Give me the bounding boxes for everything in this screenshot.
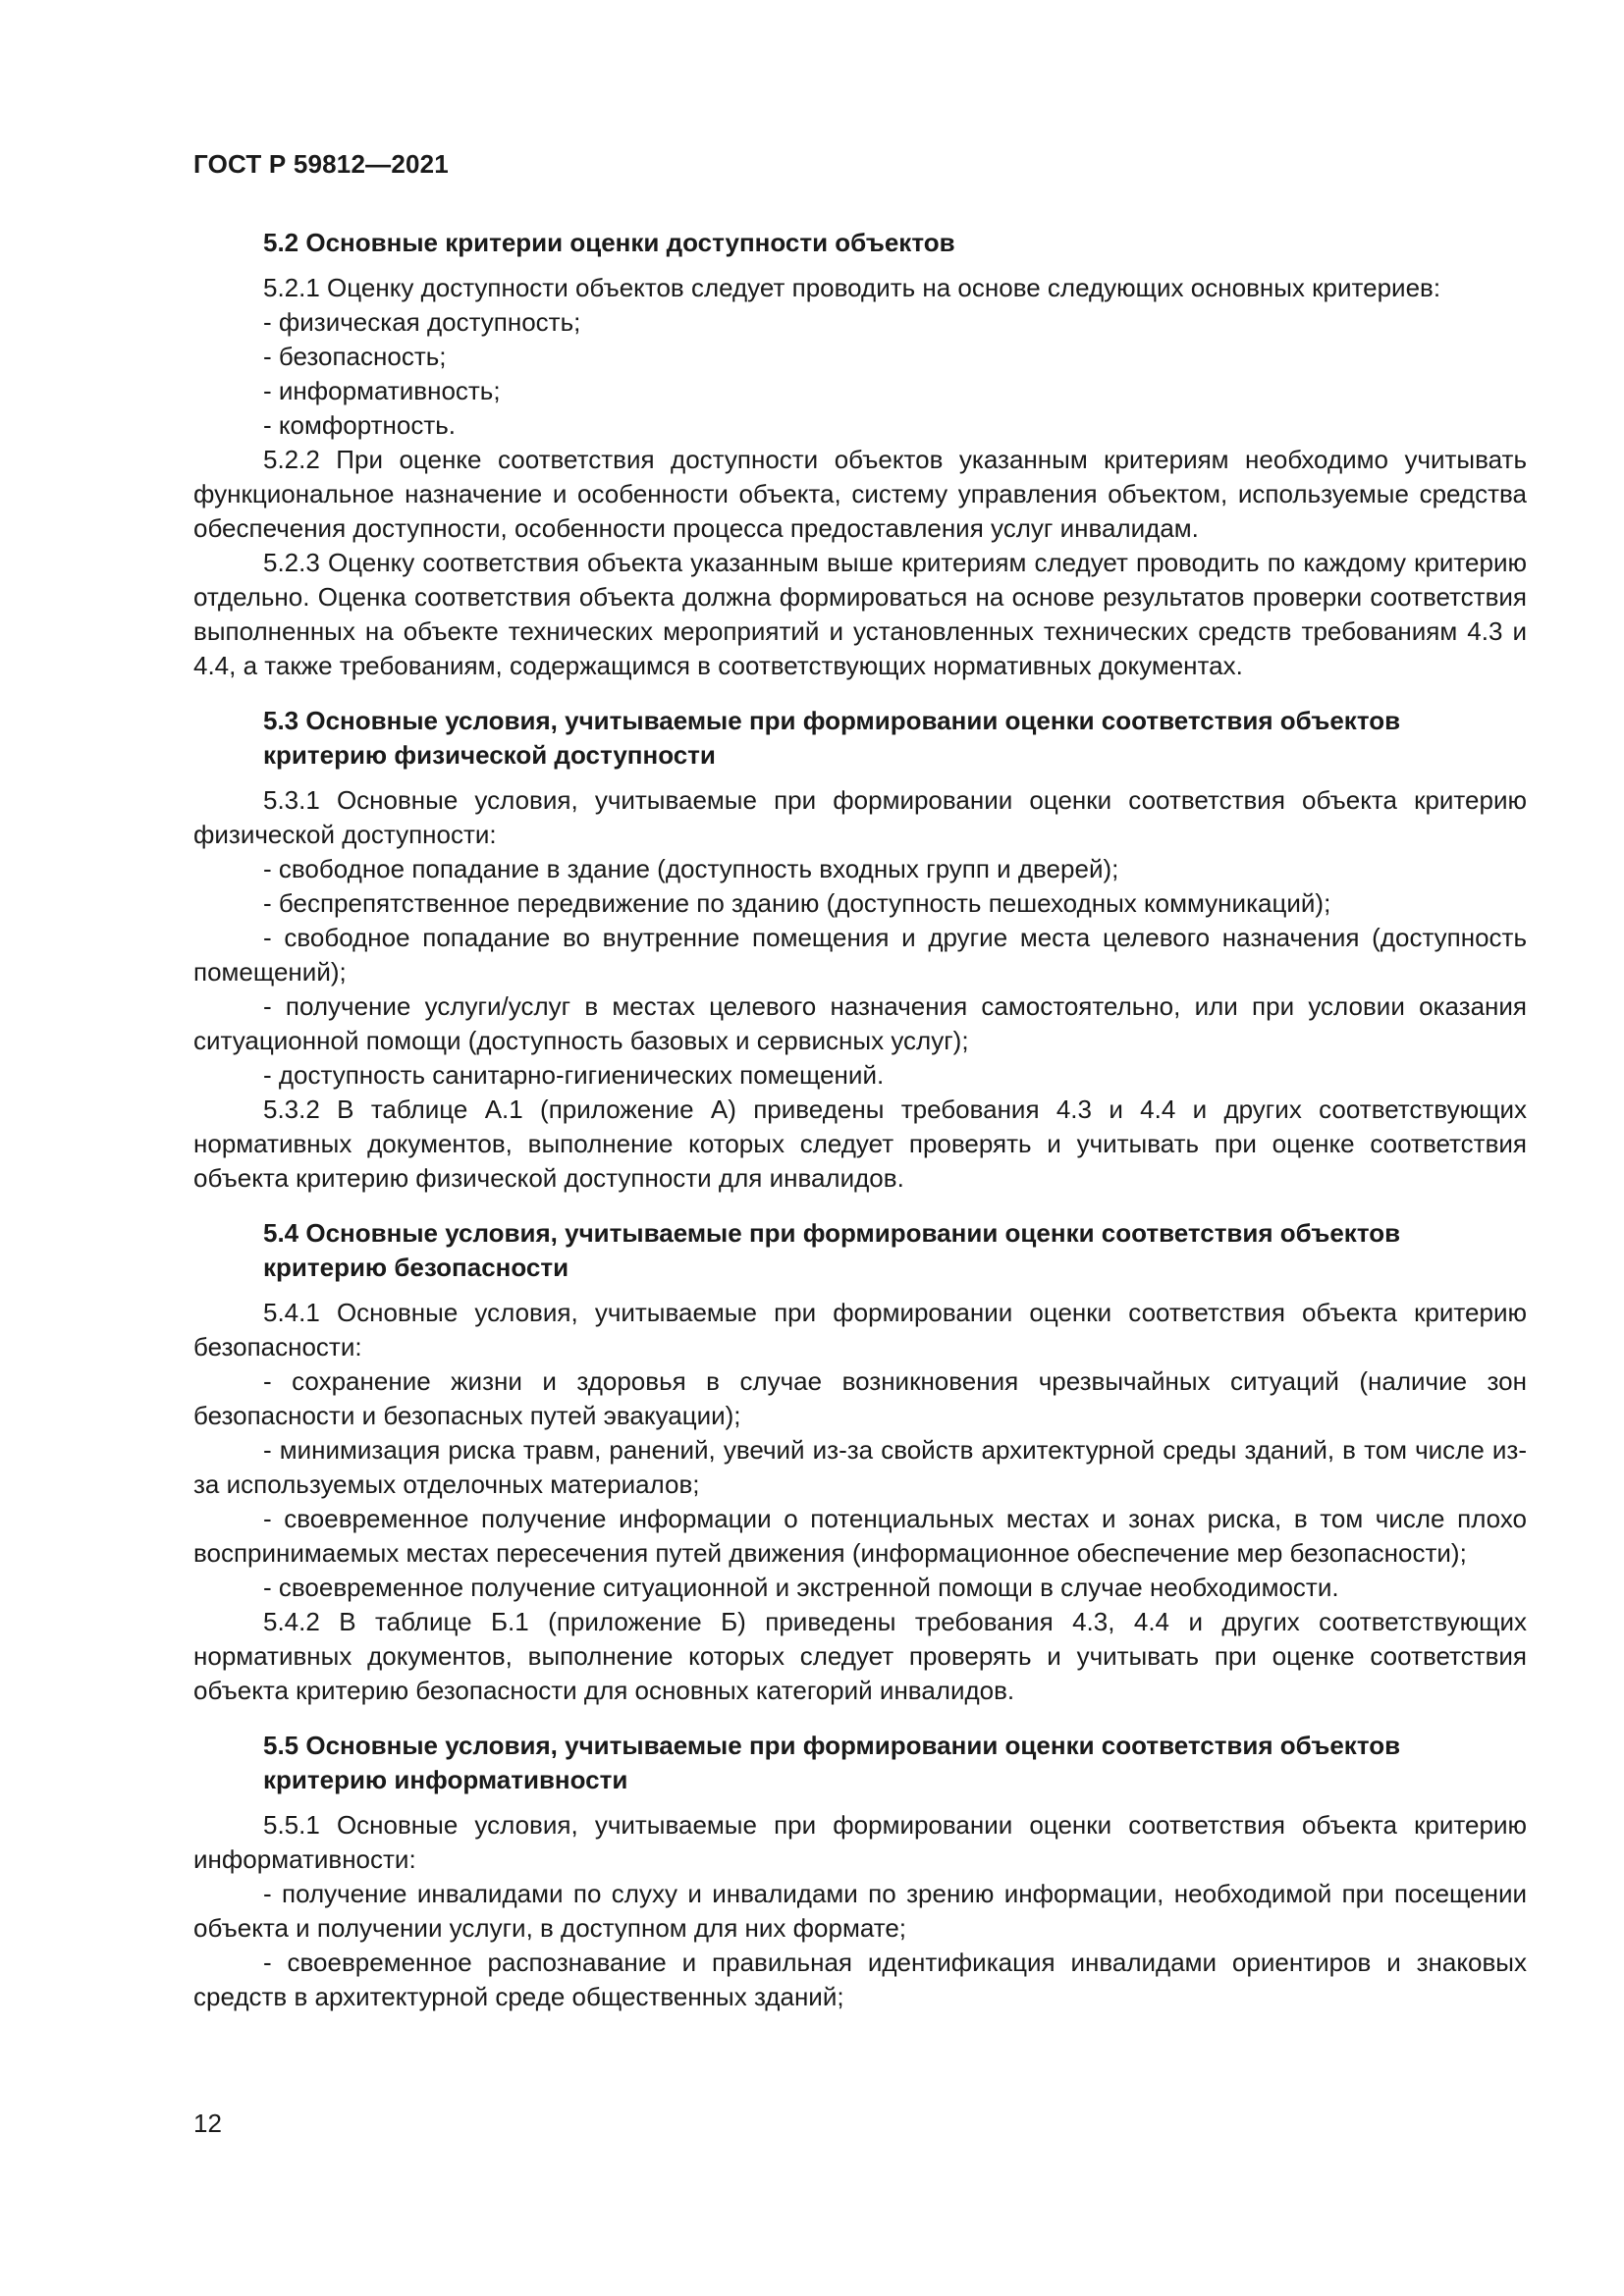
section-heading-5-3: 5.3 Основные условия, учитываемые при формировании оценки соответствия объектов критерию физической доступности [263, 706, 1401, 770]
paragraph: 5.3.1 Основные условия, учитываемые при формировании оценки соответствия объекта критерию физической доступности: [193, 785, 1527, 849]
paragraph: 5.4.2 В таблице Б.1 (приложение Б) приведены требования 4.3, 4.4 и других соответствующих нормативных документов, выполнение которых следует проверять и учитывать при оценке соответствия объекта критерию безопасности для основных категорий инвалидов. [193, 1607, 1527, 1705]
list-item: - доступность санитарно-гигиенических помещений. [263, 1060, 885, 1090]
section-heading-5-4: 5.4 Основные условия, учитываемые при формировании оценки соответствия объектов критерию безопасности [263, 1218, 1401, 1282]
list-item: - свободное попадание во внутренние помещения и другие места целевого назначения (доступность помещений); [193, 923, 1527, 987]
list-item: - беспрепятственное передвижение по зданию (доступность пешеходных коммуникаций); [263, 888, 1331, 918]
list-item: - сохранение жизни и здоровья в случае возникновения чрезвычайных ситуаций (наличие зон безопасности и безопасных путей эвакуации); [193, 1366, 1527, 1430]
list-item: - получение услуги/услуг в местах целевого назначения самостоятельно, или при условии оказания ситуационной помощи (доступность базовых и сервисных услуг); [193, 991, 1527, 1055]
list-item: - минимизация риска травм, ранений, увечий из-за свойств архитектурной среды зданий, в том числе из-за используемых отделочных материалов; [193, 1435, 1527, 1499]
paragraph: 5.2.1 Оценку доступности объектов следует проводить на основе следующих основных критериев: [263, 273, 1441, 302]
list-item: - своевременное получение информации о потенциальных местах и зонах риска, в том числе плохо воспринимаемых местах пересечения путей движения (информационное обеспечение мер безопасности); [193, 1504, 1527, 1568]
list-item: - получение инвалидами по слуху и инвалидами по зрению информации, необходимой при посещении объекта и получении услуги, в доступном для них формате; [193, 1879, 1527, 1943]
list-item: - своевременное распознавание и правильная идентификация инвалидами ориентиров и знаковых средств в архитектурной среде общественных зданий; [193, 1948, 1527, 2011]
list-item: - информативность; [263, 376, 501, 405]
list-item: - физическая доступность; [263, 307, 581, 337]
section-heading-5-5: 5.5 Основные условия, учитываемые при формировании оценки соответствия объектов критерию информативности [263, 1731, 1401, 1794]
document-id-header: ГОСТ Р 59812—2021 [193, 149, 449, 179]
page-number: 12 [193, 2109, 222, 2138]
list-item: - комфортность. [263, 410, 457, 440]
section-heading-5-2: 5.2 Основные критерии оценки доступности объектов [263, 228, 955, 257]
paragraph: 5.2.2 При оценке соответствия доступности объектов указанным критериям необходимо учитывать функциональное назначение и особенности объекта, систему управления объектом, используемые средства обеспечения доступности, особенности процесса предоставления услуг инвалидам. [193, 445, 1527, 543]
paragraph: 5.2.3 Оценку соответствия объекта указанным выше критериям следует проводить по каждому критерию отдельно. Оценка соответствия объекта должна формироваться на основе результатов проверки соответствия выполненных на объекте технических мероприятий и установленных технических средств требованиям 4.3 и 4.4, а также требованиям, содержащимся в соответствующих нормативных документах. [193, 548, 1527, 680]
list-item: - безопасность; [263, 342, 447, 371]
list-item: - свободное попадание в здание (доступность входных групп и дверей); [263, 854, 1119, 883]
document-body [193, 226, 1527, 2014]
paragraph: 5.5.1 Основные условия, учитываемые при формировании оценки соответствия объекта критерию информативности: [193, 1810, 1527, 1874]
list-item: - своевременное получение ситуационной и экстренной помощи в случае необходимости. [263, 1573, 1339, 1602]
paragraph: 5.3.2 В таблице А.1 (приложение А) приведены требования 4.3 и 4.4 и других соответствующих нормативных документов, выполнение которых следует проверять и учитывать при оценке соответствия объекта критерию физической доступности для инвалидов. [193, 1095, 1527, 1193]
paragraph: 5.4.1 Основные условия, учитываемые при формировании оценки соответствия объекта критерию безопасности: [193, 1298, 1527, 1362]
